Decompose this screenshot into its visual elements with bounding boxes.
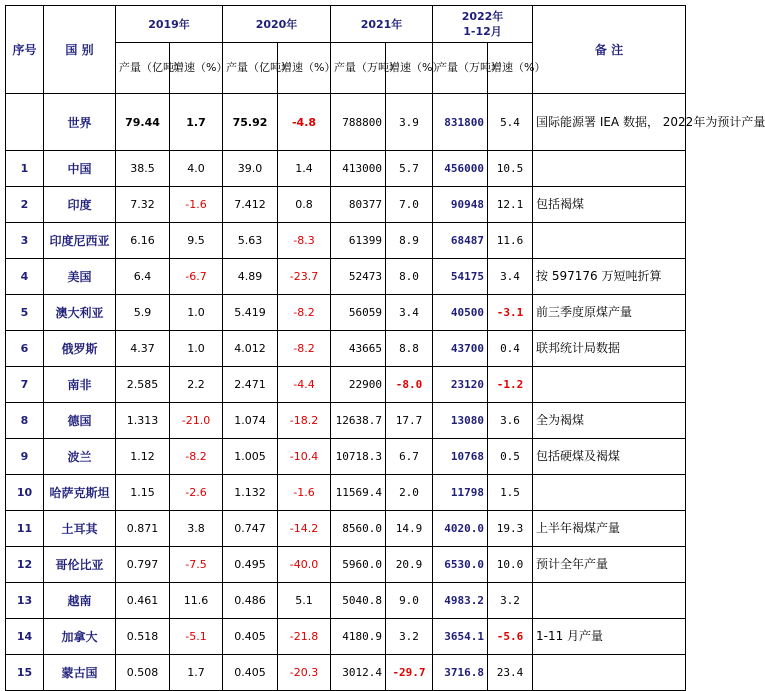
cell-growth-2022: 5.4	[488, 94, 533, 151]
cell-growth-2021: 3.2	[386, 619, 433, 655]
cell-prod-2022: 11798	[433, 475, 488, 511]
table-row	[6, 367, 686, 403]
cell-prod-2020: 39.0	[223, 151, 278, 187]
cell-growth-2019: -8.2	[170, 439, 223, 475]
cell-growth-2022: 3.4	[488, 259, 533, 295]
cell-note	[533, 151, 686, 187]
cell-growth-2021: -29.7	[386, 655, 433, 691]
header-year-2022	[433, 6, 533, 43]
cell-prod-2019: 0.797	[116, 547, 170, 583]
table-row	[6, 223, 686, 259]
cell-growth-2019: 1.0	[170, 331, 223, 367]
cell-growth-2019: 3.8	[170, 511, 223, 547]
cell-growth-2019: 2.2	[170, 367, 223, 403]
cell-prod-2019: 79.44	[116, 94, 170, 151]
subheader-prod-2020	[223, 43, 292, 94]
cell-country: 土耳其	[44, 511, 116, 547]
cell-growth-2019: -5.1	[170, 619, 223, 655]
cell-prod-2021: 3012.4	[331, 655, 386, 691]
cell-growth-2022: 12.1	[488, 187, 533, 223]
table-row	[6, 547, 686, 583]
cell-prod-2020: 4.89	[223, 259, 278, 295]
cell-growth-2020: -23.7	[278, 259, 331, 295]
cell-index: 5	[6, 295, 44, 331]
cell-prod-2020: 0.495	[223, 547, 278, 583]
cell-prod-2022: 4983.2	[433, 583, 488, 619]
cell-country: 哥伦比亚	[44, 547, 116, 583]
cell-growth-2021: 6.7	[386, 439, 433, 475]
subheader-growth-2019	[170, 43, 228, 94]
cell-growth-2021: 3.4	[386, 295, 433, 331]
cell-growth-2019: 1.7	[170, 94, 223, 151]
cell-prod-2019: 5.9	[116, 295, 170, 331]
cell-note: 1-11 月产量	[533, 619, 686, 655]
table-row	[6, 151, 686, 187]
cell-growth-2022: 10.5	[488, 151, 533, 187]
table-row	[6, 439, 686, 475]
subheader-growth-text: 增速（%）	[389, 61, 444, 74]
cell-prod-2022: 456000	[433, 151, 488, 187]
cell-prod-2019: 1.15	[116, 475, 170, 511]
cell-growth-2019: -2.6	[170, 475, 223, 511]
cell-growth-2021: 14.9	[386, 511, 433, 547]
cell-prod-2019: 0.508	[116, 655, 170, 691]
cell-prod-2020: 0.405	[223, 655, 278, 691]
header-year-2022-label: 2022年 1-12月	[461, 10, 504, 38]
cell-prod-2020: 1.074	[223, 403, 278, 439]
cell-growth-2022: 3.6	[488, 403, 533, 439]
cell-growth-2021: 8.8	[386, 331, 433, 367]
cell-note: 包括硬煤及褐煤	[533, 439, 686, 475]
cell-note	[533, 475, 686, 511]
cell-prod-2019: 0.871	[116, 511, 170, 547]
table-row	[6, 295, 686, 331]
table-body	[6, 94, 765, 691]
cell-prod-2020: 75.92	[223, 94, 278, 151]
cell-prod-2019: 6.4	[116, 259, 170, 295]
cell-prod-2019: 38.5	[116, 151, 170, 187]
cell-index: 12	[6, 547, 44, 583]
cell-prod-2021: 43665	[331, 331, 386, 367]
cell-growth-2020: -20.3	[278, 655, 331, 691]
cell-country: 世界	[44, 94, 116, 151]
cell-country: 印度	[44, 187, 116, 223]
cell-country: 南非	[44, 367, 116, 403]
cell-prod-2021: 10718.3	[331, 439, 386, 475]
subheader-prod-text: 产量（万吨）	[436, 61, 502, 74]
cell-prod-2022: 68487	[433, 223, 488, 259]
header-note: 备 注	[533, 6, 686, 94]
cell-growth-2020: -14.2	[278, 511, 331, 547]
cell-prod-2021: 61399	[331, 223, 386, 259]
cell-note	[533, 655, 686, 691]
cell-growth-2021: 2.0	[386, 475, 433, 511]
cell-index: 3	[6, 223, 44, 259]
cell-prod-2020: 0.405	[223, 619, 278, 655]
cell-index: 1	[6, 151, 44, 187]
cell-country: 中国	[44, 151, 116, 187]
subheader-prod-text: 产量（亿吨）	[119, 61, 185, 74]
subheader-growth-2021	[386, 43, 444, 94]
cell-growth-2021: 9.0	[386, 583, 433, 619]
cell-growth-2022: 10.0	[488, 547, 533, 583]
cell-country: 哈萨克斯坦	[44, 475, 116, 511]
subheader-prod-2021	[331, 43, 400, 94]
cell-growth-2019: 9.5	[170, 223, 223, 259]
subheader-prod-2022	[433, 43, 502, 94]
cell-prod-2019: 0.518	[116, 619, 170, 655]
cell-prod-2021: 56059	[331, 295, 386, 331]
subheader-growth-2020	[278, 43, 336, 94]
cell-growth-2020: 1.4	[278, 151, 331, 187]
header-country: 国 别	[44, 6, 116, 94]
cell-prod-2022: 3716.8	[433, 655, 488, 691]
table-row	[6, 187, 686, 223]
cell-growth-2019: -21.0	[170, 403, 223, 439]
cell-growth-2020: -40.0	[278, 547, 331, 583]
cell-country: 加拿大	[44, 619, 116, 655]
cell-prod-2020: 1.005	[223, 439, 278, 475]
cell-growth-2020: 5.1	[278, 583, 331, 619]
cell-prod-2022: 90948	[433, 187, 488, 223]
cell-index	[6, 94, 44, 151]
cell-growth-2021: 5.7	[386, 151, 433, 187]
header-index: 序号	[6, 6, 44, 94]
cell-prod-2021: 11569.4	[331, 475, 386, 511]
cell-growth-2020: -21.8	[278, 619, 331, 655]
cell-prod-2021: 52473	[331, 259, 386, 295]
cell-prod-2022: 4020.0	[433, 511, 488, 547]
table-row	[6, 655, 686, 691]
cell-prod-2022: 54175	[433, 259, 488, 295]
cell-prod-2022: 10768	[433, 439, 488, 475]
table-row	[6, 475, 686, 511]
cell-prod-2021: 413000	[331, 151, 386, 187]
cell-index: 11	[6, 511, 44, 547]
cell-country: 波兰	[44, 439, 116, 475]
cell-index: 6	[6, 331, 44, 367]
cell-prod-2019: 2.585	[116, 367, 170, 403]
cell-growth-2021: -8.0	[386, 367, 433, 403]
cell-index: 10	[6, 475, 44, 511]
cell-index: 15	[6, 655, 44, 691]
cell-country: 蒙古国	[44, 655, 116, 691]
cell-growth-2020: -1.6	[278, 475, 331, 511]
cell-prod-2021: 5960.0	[331, 547, 386, 583]
cell-note: 联邦统计局数据	[533, 331, 686, 367]
cell-growth-2019: 1.7	[170, 655, 223, 691]
cell-growth-2022: 19.3	[488, 511, 533, 547]
cell-growth-2022: -5.6	[488, 619, 533, 655]
cell-note: 上半年褐煤产量	[533, 511, 686, 547]
cell-growth-2022: 0.5	[488, 439, 533, 475]
cell-prod-2019: 1.12	[116, 439, 170, 475]
cell-country: 印度尼西亚	[44, 223, 116, 259]
cell-note: 预计全年产量	[533, 547, 686, 583]
cell-growth-2022: 3.2	[488, 583, 533, 619]
cell-growth-2020: -8.3	[278, 223, 331, 259]
header-year-2021: 2021年	[331, 6, 433, 43]
coal-production-table	[5, 5, 765, 691]
cell-growth-2020: -4.8	[278, 94, 331, 151]
cell-note: 前三季度原煤产量	[533, 295, 686, 331]
cell-growth-2020: -10.4	[278, 439, 331, 475]
cell-prod-2021: 4180.9	[331, 619, 386, 655]
table-row	[6, 511, 686, 547]
cell-note: 按 597176 万短吨折算	[533, 259, 686, 295]
cell-prod-2019: 7.32	[116, 187, 170, 223]
cell-prod-2019: 0.461	[116, 583, 170, 619]
cell-prod-2020: 5.419	[223, 295, 278, 331]
subheader-growth-text: 增速（%）	[281, 61, 336, 74]
cell-prod-2021: 22900	[331, 367, 386, 403]
cell-index: 7	[6, 367, 44, 403]
cell-growth-2022: 0.4	[488, 331, 533, 367]
cell-growth-2021: 8.9	[386, 223, 433, 259]
cell-note: 包括褐煤	[533, 187, 686, 223]
cell-prod-2019: 4.37	[116, 331, 170, 367]
cell-prod-2022: 3654.1	[433, 619, 488, 655]
table-row	[6, 94, 686, 151]
cell-growth-2020: -8.2	[278, 331, 331, 367]
cell-growth-2021: 8.0	[386, 259, 433, 295]
cell-prod-2021: 12638.7	[331, 403, 386, 439]
cell-prod-2021: 788800	[331, 94, 386, 151]
cell-prod-2020: 2.471	[223, 367, 278, 403]
subheader-growth-2022	[488, 43, 546, 94]
cell-index: 14	[6, 619, 44, 655]
subheader-growth-text: 增速（%）	[173, 61, 228, 74]
table-row	[6, 331, 686, 367]
cell-growth-2020: -18.2	[278, 403, 331, 439]
cell-growth-2021: 20.9	[386, 547, 433, 583]
cell-growth-2021: 7.0	[386, 187, 433, 223]
cell-prod-2022: 43700	[433, 331, 488, 367]
cell-growth-2020: -8.2	[278, 295, 331, 331]
cell-note	[533, 583, 686, 619]
subheader-prod-text: 产量（亿吨）	[226, 61, 292, 74]
cell-growth-2019: -7.5	[170, 547, 223, 583]
table-row	[6, 403, 686, 439]
cell-growth-2019: -6.7	[170, 259, 223, 295]
cell-note: 国际能源署 IEA 数据， 2022年为预计产量	[533, 94, 686, 151]
cell-prod-2020: 4.012	[223, 331, 278, 367]
cell-index: 13	[6, 583, 44, 619]
cell-growth-2019: -1.6	[170, 187, 223, 223]
cell-prod-2020: 0.747	[223, 511, 278, 547]
table-row	[6, 619, 686, 655]
header-year-2020: 2020年	[223, 6, 331, 43]
cell-prod-2019: 6.16	[116, 223, 170, 259]
cell-prod-2020: 7.412	[223, 187, 278, 223]
cell-prod-2022: 13080	[433, 403, 488, 439]
cell-country: 澳大利亚	[44, 295, 116, 331]
cell-prod-2020: 5.63	[223, 223, 278, 259]
cell-index: 8	[6, 403, 44, 439]
cell-growth-2019: 11.6	[170, 583, 223, 619]
cell-country: 俄罗斯	[44, 331, 116, 367]
cell-growth-2019: 1.0	[170, 295, 223, 331]
cell-prod-2022: 6530.0	[433, 547, 488, 583]
cell-prod-2021: 5040.8	[331, 583, 386, 619]
cell-country: 越南	[44, 583, 116, 619]
subheader-growth-text: 增速（%）	[491, 61, 546, 74]
cell-country: 德国	[44, 403, 116, 439]
cell-country: 美国	[44, 259, 116, 295]
cell-growth-2021: 17.7	[386, 403, 433, 439]
cell-prod-2022: 23120	[433, 367, 488, 403]
cell-prod-2021: 8560.0	[331, 511, 386, 547]
cell-growth-2019: 4.0	[170, 151, 223, 187]
cell-growth-2022: 23.4	[488, 655, 533, 691]
table-row	[6, 259, 686, 295]
cell-prod-2022: 40500	[433, 295, 488, 331]
cell-growth-2022: 11.6	[488, 223, 533, 259]
cell-growth-2020: 0.8	[278, 187, 331, 223]
header-year-2019: 2019年	[116, 6, 223, 43]
cell-index: 4	[6, 259, 44, 295]
cell-index: 2	[6, 187, 44, 223]
cell-growth-2022: -3.1	[488, 295, 533, 331]
cell-growth-2020: -4.4	[278, 367, 331, 403]
cell-prod-2020: 1.132	[223, 475, 278, 511]
subheader-prod-2019	[116, 43, 185, 94]
cell-note: 全为褐煤	[533, 403, 686, 439]
subheader-prod-text: 产量（万吨）	[334, 61, 400, 74]
cell-note	[533, 223, 686, 259]
cell-note	[533, 367, 686, 403]
cell-growth-2021: 3.9	[386, 94, 433, 151]
cell-index: 9	[6, 439, 44, 475]
table-row	[6, 583, 686, 619]
cell-prod-2021: 80377	[331, 187, 386, 223]
cell-prod-2020: 0.486	[223, 583, 278, 619]
cell-growth-2022: 1.5	[488, 475, 533, 511]
cell-growth-2022: -1.2	[488, 367, 533, 403]
cell-prod-2019: 1.313	[116, 403, 170, 439]
cell-prod-2022: 831800	[433, 94, 488, 151]
